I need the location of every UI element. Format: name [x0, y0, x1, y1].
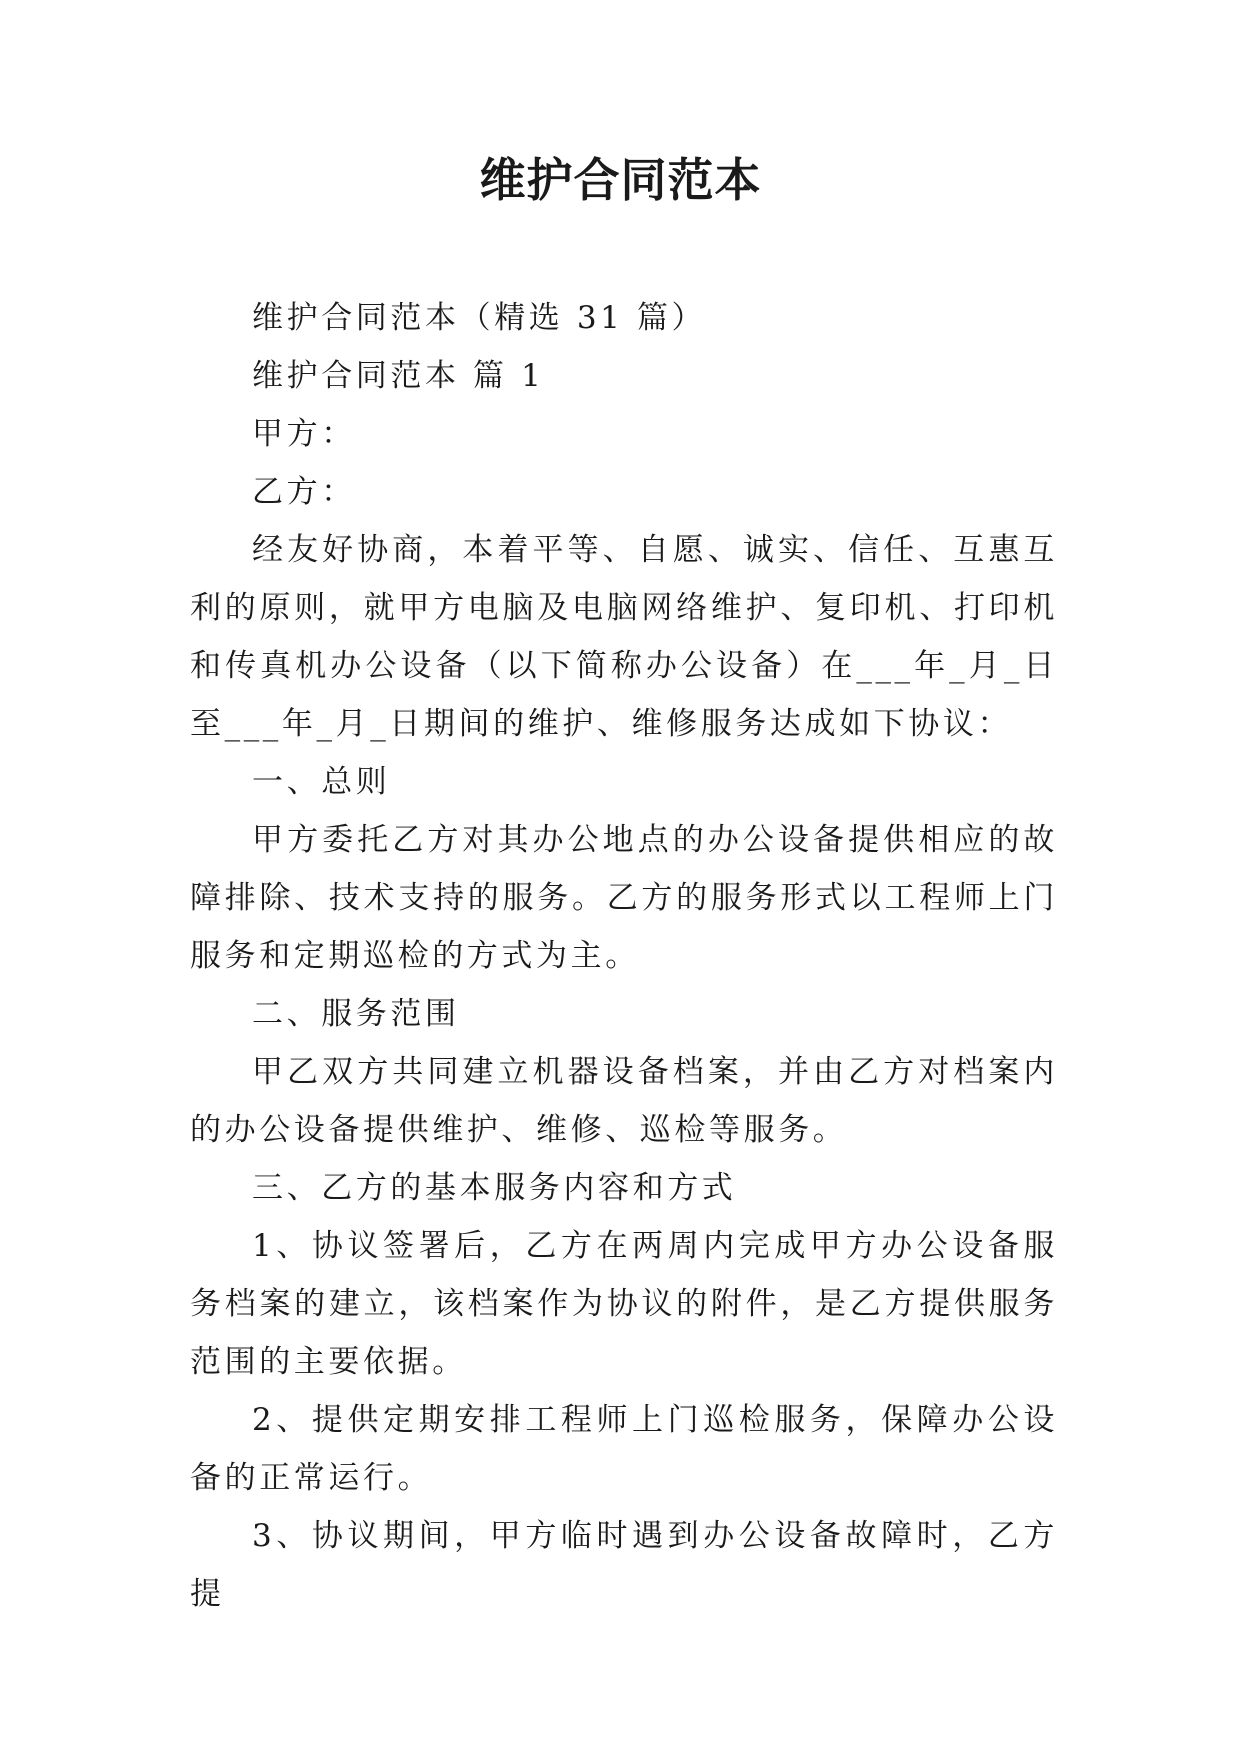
paragraph-service-1: 1、协议签署后，乙方在两周内完成甲方办公设备服务档案的建立，该档案作为协议的附件，是乙方提供服务范围的主要依据。: [190, 1228, 1058, 1380]
paragraph-heading-services: 三、乙方的基本服务内容和方式: [252, 1170, 737, 1206]
paragraph-service-2: 2、提供定期安排工程师上门巡检服务，保障办公设备的正常运行。: [190, 1402, 1058, 1496]
paragraph-preamble: 经友好协商，本着平等、自愿、诚实、信任、互惠互利的原则，就甲方电脑及电脑网络维护、复印机、打印机和传真机办公设备（以下简称办公设备）在___年_月_日至___年_月_日期间的维护、维修服务达成如下协议：: [190, 532, 1058, 742]
paragraph-scope: 甲乙双方共同建立机器设备档案，并由乙方对档案内的办公设备提供维护、维修、巡检等服务。: [190, 1054, 1058, 1148]
paragraph-heading-scope: 二、服务范围: [252, 996, 460, 1032]
paragraph-service-3: 3、协议期间，甲方临时遇到办公设备故障时，乙方提: [190, 1518, 1058, 1612]
paragraph-section-heading: 维护合同范本 篇 1: [252, 358, 545, 394]
paragraph-general: 甲方委托乙方对其办公地点的办公设备提供相应的故障排除、技术支持的服务。乙方的服务形式以工程师上门服务和定期巡检的方式为主。: [190, 822, 1058, 974]
paragraph-subtitle: 维护合同范本（精选 31 篇）: [252, 300, 707, 336]
document-title: 维护合同范本: [479, 153, 762, 207]
paragraph-party-b: 乙方：: [252, 474, 356, 510]
paragraph-heading-general: 一、总则: [252, 764, 391, 800]
document-body: [190, 289, 1058, 1623]
paragraph-party-a: 甲方：: [252, 416, 356, 452]
